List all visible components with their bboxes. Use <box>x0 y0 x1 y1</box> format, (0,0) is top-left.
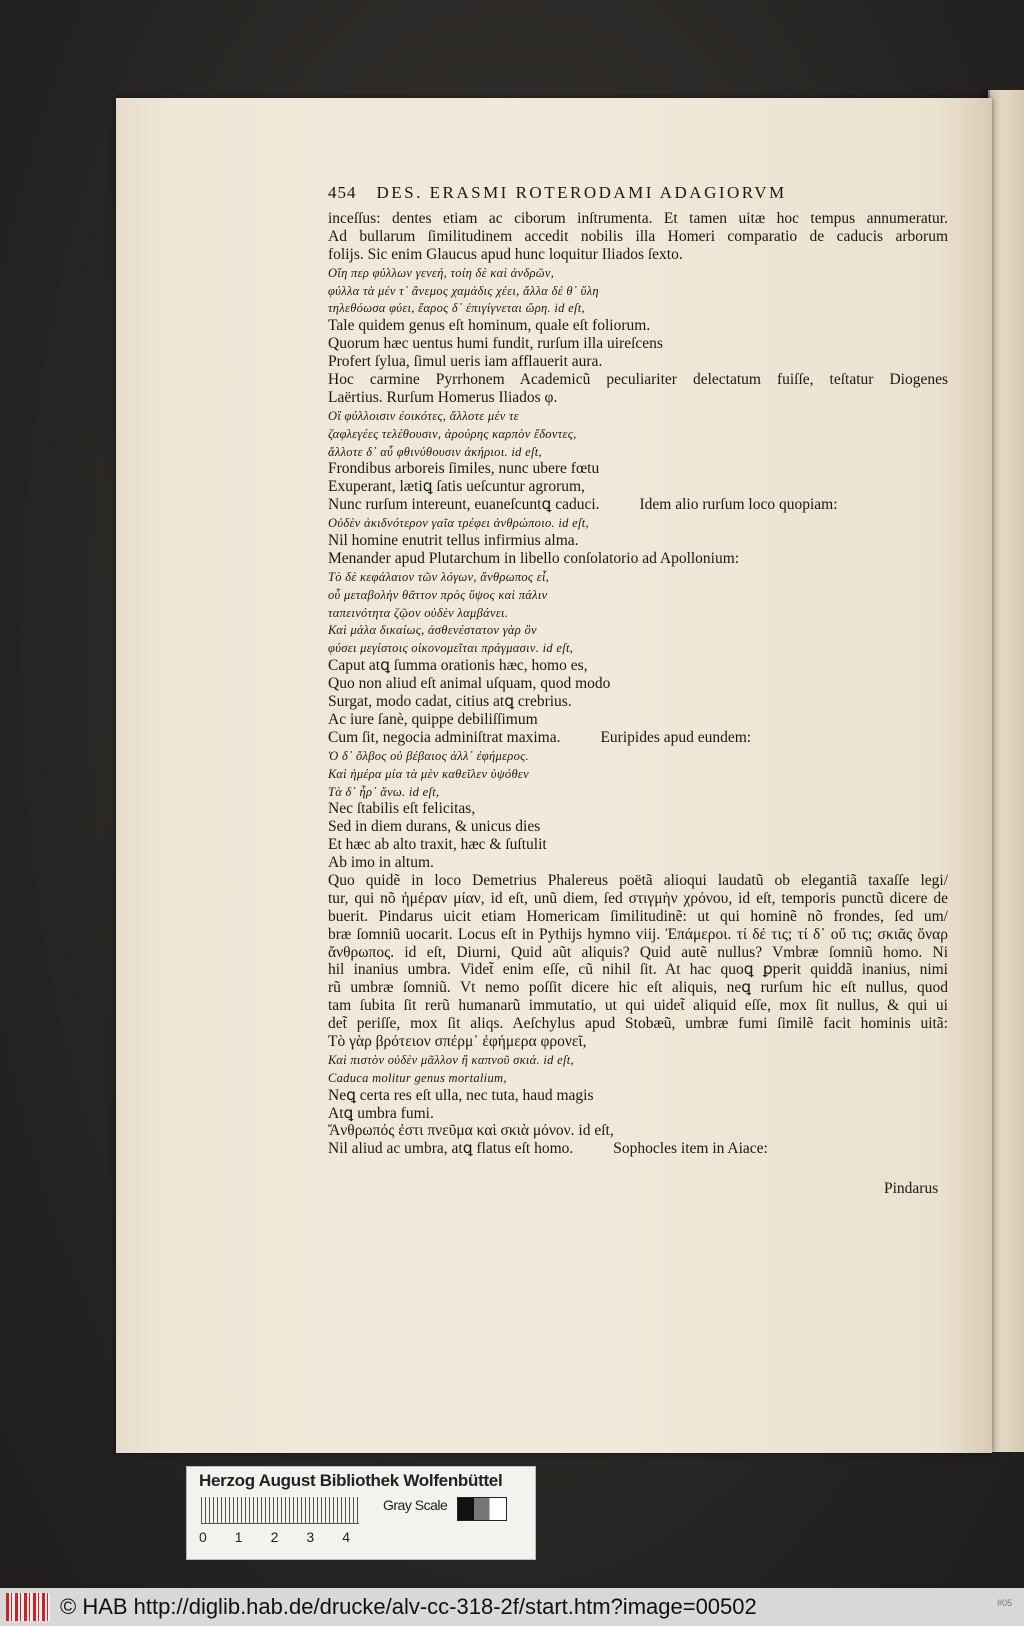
line-text: Τὸ δὲ κεφάλαιον τῶν λόγων, ἄνθρωπος εἶ, <box>328 569 550 584</box>
line-text: Ab imo in altum. <box>328 854 434 872</box>
text-line <box>328 675 948 693</box>
line-text: tur, qui nõ ἡμέραν μίαν, id eſt, unũ diem, ſed στιγμὴν χρόνου, id eſt, temporis punctũ dicere de <box>328 889 948 907</box>
greek-verse-line <box>328 783 948 801</box>
catchword: Pindarus <box>884 1180 939 1197</box>
copyright-link[interactable]: © HAB http://diglib.hab.de/drucke/alv-cc-318-2f/start.htm?image=00502 <box>60 1594 757 1619</box>
text-line <box>328 693 948 711</box>
line-text: inceſſus: dentes etiam ac ciborum inſtrumenta. Et tamen uitæ hoc tempus annumeratur. <box>328 210 948 227</box>
text-line <box>328 317 948 335</box>
line-text: φύσει μεγίστοις οἰκονομεῖται πράγμασιν. id eſt, <box>328 641 574 656</box>
ruler-number: 0 <box>199 1529 207 1545</box>
line-text: ἄνθρωπος. id eſt, Diurni, Quid aũt aliquis? Quid autẽ nullus? Vmbræ ſomniũ homo. Ni <box>328 943 948 961</box>
next-page-edge <box>988 90 1024 1452</box>
text-line <box>328 1140 948 1158</box>
greek-verse-line <box>328 604 948 622</box>
greek-verse-line <box>328 407 948 425</box>
text-line <box>328 496 948 514</box>
barcode-icon <box>6 1593 50 1621</box>
line-text: Et hæc ab alto traxit, hæc & ſuſtulit <box>328 836 547 854</box>
text-line <box>328 729 948 747</box>
line-text: οὗ μεταβολὴν θᾶττον πρὸς ὕψος καὶ πάλιν <box>328 587 548 602</box>
library-name: Herzog August Bibliothek Wolfenbüttel <box>199 1471 503 1490</box>
line-text: Quorum hæc uentus humi fundit, rurſum illa uireſcens <box>328 335 663 353</box>
text-line <box>328 818 948 836</box>
text-line <box>328 353 948 371</box>
line-text: ἄλλοτε δ᾽ αὖ φθινύθουσιν ἀκήριοι. id eſt, <box>328 444 542 459</box>
greek-verse-line <box>328 443 948 461</box>
text-line <box>328 550 948 568</box>
line-text: Laërtius. Rurſum Homerus Iliados φ. <box>328 388 558 406</box>
line-text: φύλλα τὰ μέν τ᾽ ἄνεμος χαμάδις χέει, ἄλλα δέ θ᾽ ὕλη <box>328 283 599 298</box>
greek-verse-line <box>328 282 948 300</box>
footer-bar <box>0 1588 1024 1626</box>
line-text: Ὁ δ᾽ ὄλβος οὐ βέβαιος ἀλλ᾽ ἐφήμερος. <box>328 748 529 763</box>
line-text: Exuperant, lætiꝗ ſatis ueſcuntur agrorum, <box>328 478 585 496</box>
line-text: Καὶ ἡμέρα μία τὰ μὲν καθεῖλεν ὑψόθεν <box>328 766 529 781</box>
line-text: Neꝗ certa res eſt ulla, nec tuta, haud magis <box>328 1086 594 1104</box>
text-line <box>328 854 948 872</box>
gray-scale-swatch <box>457 1497 507 1521</box>
text-line <box>328 890 948 908</box>
greek-verse-line <box>328 514 948 532</box>
scale-card <box>186 1466 536 1560</box>
text-line <box>328 961 948 979</box>
line-text: det̃ periſſe, mox ſit aliqs. Aeſchylus apud Stobæũ, umbræ fumi ſimilẽ facit hominis uitã: <box>328 1015 948 1033</box>
text-line <box>328 460 948 478</box>
ruler-numbers <box>199 1529 350 1545</box>
line-text: Caduca molitur genus mortalium, <box>328 1070 507 1085</box>
line-text: buerit. Pindarus uicit etiam Homericam ſimilitudinẽ: ut qui hominẽ nõ frondes, ſed um/ <box>328 907 948 925</box>
line-text: Οἵη περ φύλλων γενεή, τοίη δὲ καὶ ἀνδρῶν, <box>328 265 555 280</box>
ruler-number: 2 <box>270 1529 279 1545</box>
ruler-number: 4 <box>342 1529 350 1545</box>
line-text: Cum ſit, negocia adminiſtrat maxima. <box>328 728 561 746</box>
line-text: Quo non aliud eſt animal uſquam, quod modo <box>328 675 611 693</box>
line-text: rũ umbræ ſomniũ. Vt nemo poſſit dicere hic eſt aliquis, neꝗ rurſum hic eſt nullus, quod <box>328 979 948 997</box>
line-text: Nil homine enutrit tellus infirmius alma. <box>328 532 579 550</box>
greek-verse-line <box>328 747 948 765</box>
line-text: Τὰ δ᾽ ἦρ᾽ ἄνω. id eſt, <box>328 784 440 799</box>
line-text: Caput atꝗ ſumma orationis hæc, homo es, <box>328 657 588 675</box>
verse-attribution: Idem alio rurſum loco quopiam: <box>639 496 838 514</box>
greek-verse-line <box>328 299 948 317</box>
text-line <box>328 389 948 407</box>
text-line <box>328 908 948 926</box>
greek-verse-line <box>328 1069 948 1087</box>
line-text: Nunc rurſum intereunt, euaneſcuntꝗ caduci. <box>328 496 600 514</box>
text-line <box>328 944 948 962</box>
text-line <box>328 800 948 818</box>
text-line <box>328 979 948 997</box>
text-lines <box>328 210 948 1158</box>
text-line <box>328 836 948 854</box>
line-text: tam ſubita ſit rerũ humanarũ immutatio, ut qui uidet̃ aliquid eſſe, mox ſit nullus, & qui ui <box>328 997 948 1015</box>
page-text <box>328 184 948 1158</box>
line-text: Τὸ γὰρ βρότειον σπέρμ᾽ ἐφήμερα φρονεῖ, <box>328 1032 587 1050</box>
line-text: ταπεινότητα ζῷον οὐδὲν λαμβάνει. <box>328 605 509 620</box>
text-line <box>328 478 948 496</box>
text-line <box>328 711 948 729</box>
line-text: Atꝗ umbra fumi. <box>328 1104 434 1122</box>
line-text: hil inanius umbra. Videt̃ enim eſſe, cũ nihil ſit. At hac quoꝗ ꝑperit quiddã inanius, nimi <box>328 961 948 979</box>
greek-verse-line <box>328 621 948 639</box>
footer-mark: #05 <box>996 1598 1012 1608</box>
text-line <box>328 210 948 228</box>
line-text: Ad bullarum ſimilitudinem accedit nobilis illa Homeri comparatio de caducis arborum <box>328 227 948 245</box>
line-text: τηλεθόωσα φύει, ἔαρος δ᾽ ἐπιγίγνεται ὥρη. id eſt, <box>328 301 585 316</box>
line-text: Ἄνθρωπός ἐστι πνεῦμα καὶ σκιὰ μόνον. id eſt, <box>328 1122 614 1140</box>
line-text: ζαφλεγέες τελέθουσιν, ἀρούρης καρπὸν ἔδοντες, <box>328 426 577 441</box>
line-text: Sed in diem durans, & unicus dies <box>328 818 541 836</box>
text-line <box>328 1105 948 1123</box>
greek-verse-line <box>328 1051 948 1069</box>
line-text: Οἳ φύλλοισιν ἐοικότες, ἄλλοτε μέν τε <box>328 408 519 423</box>
text-line <box>328 1033 948 1051</box>
line-text: Surgat, modo cadat, citius atꝗ crebrius. <box>328 693 572 711</box>
greek-verse-line <box>328 568 948 586</box>
text-line <box>328 335 948 353</box>
line-text: Profert ſylua, ſimul ueris iam afflauerit aura. <box>328 353 603 371</box>
line-text: Nil aliud ac umbra, atꝗ flatus eſt homo. <box>328 1140 574 1158</box>
line-text: Ac iure ſanè, quippe debiliſſimum <box>328 710 538 728</box>
text-line <box>328 1015 948 1033</box>
line-text: Menander apud Plutarchum in libello conſolatorio ad Apollonium: <box>328 549 740 567</box>
text-line <box>328 228 948 246</box>
line-text: Οὐδὲν ἀκιδνότερον γαῖα τρέφει ἀνθρώποιο. id eſt, <box>328 516 589 531</box>
line-text: Frondibus arboreis ſimiles, nunc ubere fœtu <box>328 460 600 478</box>
line-text: Quo quidẽ in loco Demetrius Phalereus poëtã alioqui laudatũ ob elegantiã taxaſſe legi/ <box>328 871 948 889</box>
text-line <box>328 872 948 890</box>
greek-verse-line <box>328 264 948 282</box>
text-line <box>328 997 948 1015</box>
line-text: bræ ſomniũ uocarit. Locus eſt in Pythijs hymno viij. Ἐπάμεροι. τί δέ τις; τί δ᾽ οὔ τις; σκιᾶς ὄναρ <box>328 925 948 943</box>
running-head <box>328 184 948 210</box>
line-text: folijs. Sic enim Glaucus apud hunc loquitur Iliados ſexto. <box>328 245 683 263</box>
text-line <box>328 532 948 550</box>
verse-attribution: Sophocles item in Aiace: <box>613 1140 768 1158</box>
line-text: Καὶ πιστὸν οὐδὲν μᾶλλον ἢ καπνοῦ σκιά. id eſt, <box>328 1052 574 1067</box>
folio-number: 454 <box>328 183 357 202</box>
text-line <box>328 1087 948 1105</box>
line-text: Καὶ μάλα δικαίως, ἀσθενέστατον γὰρ ὂν <box>328 623 537 638</box>
text-line <box>328 926 948 944</box>
line-text: Nec ſtabilis eſt felicitas, <box>328 800 476 818</box>
verse-attribution: Euripides apud eundem: <box>600 728 752 746</box>
greek-verse-line <box>328 586 948 604</box>
gray-scale-label: Gray Scale <box>383 1497 448 1513</box>
text-line <box>328 657 948 675</box>
greek-verse-line <box>328 639 948 657</box>
line-text: Hoc carmine Pyrrhonem Academicũ peculiariter delectatum fuiſſe, teſtatur Diogenes <box>328 371 948 389</box>
text-line <box>328 371 948 389</box>
line-text: Tale quidem genus eſt hominum, quale eſt foliorum. <box>328 317 651 335</box>
text-line <box>328 1122 948 1140</box>
greek-verse-line <box>328 425 948 443</box>
text-line <box>328 246 948 264</box>
greek-verse-line <box>328 765 948 783</box>
running-title: DES. ERASMI ROTERODAMI ADAGIORVM <box>376 183 787 202</box>
ruler-number: 1 <box>234 1529 243 1545</box>
ruler-number: 3 <box>306 1529 315 1545</box>
ruler-scale <box>201 1497 359 1524</box>
